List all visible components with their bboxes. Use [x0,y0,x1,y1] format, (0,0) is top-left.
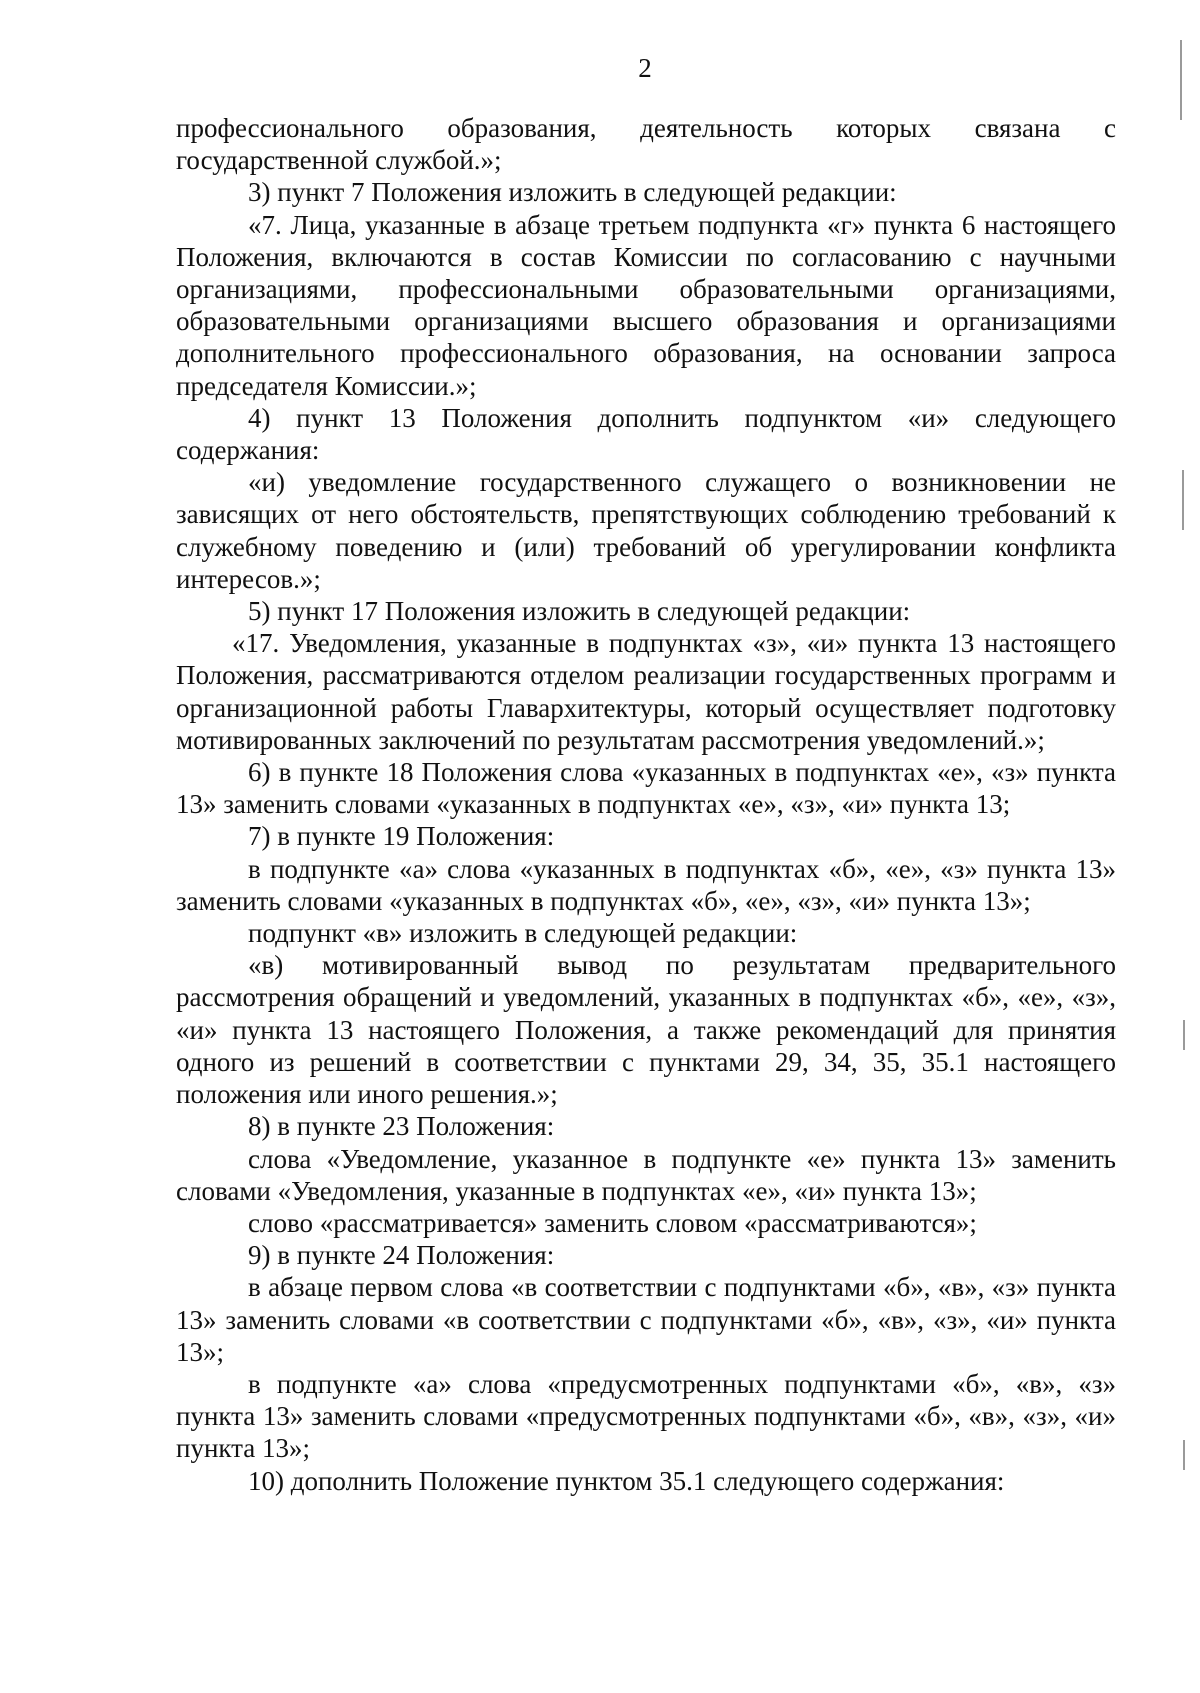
paragraph-item-9-a: в подпункте «а» слова «предусмотренных подпунктами «б», «в», «з» пункта 13» заменить словами «предусмотренных подпунктами «б», «в», «з», «и» пункта 13»; [176,1368,1116,1464]
paragraph-item-4: 4) пункт 13 Положения дополнить подпунктом «и» следующего содержания: [176,402,1116,466]
paragraph-item-7: 7) в пункте 19 Положения: [248,821,555,852]
paragraph-subclause-i: «и) уведомление государственного служащего о возникновении не зависящих от него обстоятельств, препятствующих соблюдению требований к служебному поведению и (или) требований об урегулировании конфликта интересов.»; [176,467,1116,594]
paragraph-item-8-words: слова «Уведомление, указанное в подпункте «е» пункта 13» заменить словами «Уведомления, указанные в подпунктах «е», «и» пункта 13»; [176,1143,1116,1206]
paragraph-item-8-word: слово «рассматривается» заменить словом «рассматриваются»; [248,1207,977,1238]
paragraph-item-3: 3) пункт 7 Положения изложить в следующей редакции: [248,177,897,208]
paragraph-item-8: 8) в пункте 23 Положения: [248,1111,555,1142]
paragraph-clause-7: «7. Лица, указанные в абзаце третьем подпункта «г» пункта 6 настоящего Положения, включаются в состав Комиссии по согласованию с научными организациями, профессиональными образовательными организациями, образовательными организациями высшего образования и организациями дополнительного профессионального образования, на основании запроса председателя Комиссии.»; [176,209,1116,401]
paragraph-item-9-first: в абзаце первом слова «в соответствии с подпунктами «б», «в», «з» пункта 13» заменить словами «в соответствии с подпунктами «б», «в», «з», «и» пункта 13»; [176,1272,1116,1367]
document-body [176,112,1116,1497]
scan-artifact [1183,1440,1185,1470]
paragraph-item-9: 9) в пункте 24 Положения: [248,1240,555,1271]
scan-artifact [1180,40,1182,120]
page-number: 2 [638,53,652,83]
paragraph-item-7-v-intro: подпункт «в» изложить в следующей редакции: [248,918,798,949]
paragraph-item-5: 5) пункт 17 Положения изложить в следующей редакции: [248,596,911,627]
paragraph-item-6: 6) в пункте 18 Положения слова «указанных в подпунктах «е», «з» пункта 13» заменить словами «указанных в подпунктах «е», «з», «и» пункта 13; [176,757,1116,820]
paragraph-subclause-v: «в) мотивированный вывод по результатам предварительного рассмотрения обращений и уведомлений, указанных в подпунктах «б», «е», «з», «и» пункта 13 настоящего Положения, а также рекомендаций для принятия одного из решений в соответствии с пунктами 29, 34, 35, 35.1 настоящего положения или иного решения.»; [176,950,1116,1110]
paragraph-continuation: профессионального образования, деятельность которых связана с государственной службой.»; [176,113,1116,176]
scan-artifact [1182,470,1184,530]
paragraph-item-7-a: в подпункте «а» слова «указанных в подпунктах «б», «е», «з» пункта 13» заменить словами «указанных в подпунктах «б», «е», «з», «и» пункта 13»; [176,853,1116,916]
scan-artifact [1183,1020,1185,1050]
paragraph-item-10: 10) дополнить Положение пунктом 35.1 следующего содержания: [248,1465,1005,1496]
paragraph-clause-17: «17. Уведомления, указанные в подпунктах «з», «и» пункта 13 настоящего Положения, рассматриваются отделом реализации государственных программ и организационной работы Главархитектуры, который осуществляет подготовку мотивированных заключений по результатам рассмотрения уведомлений.»; [176,628,1116,755]
